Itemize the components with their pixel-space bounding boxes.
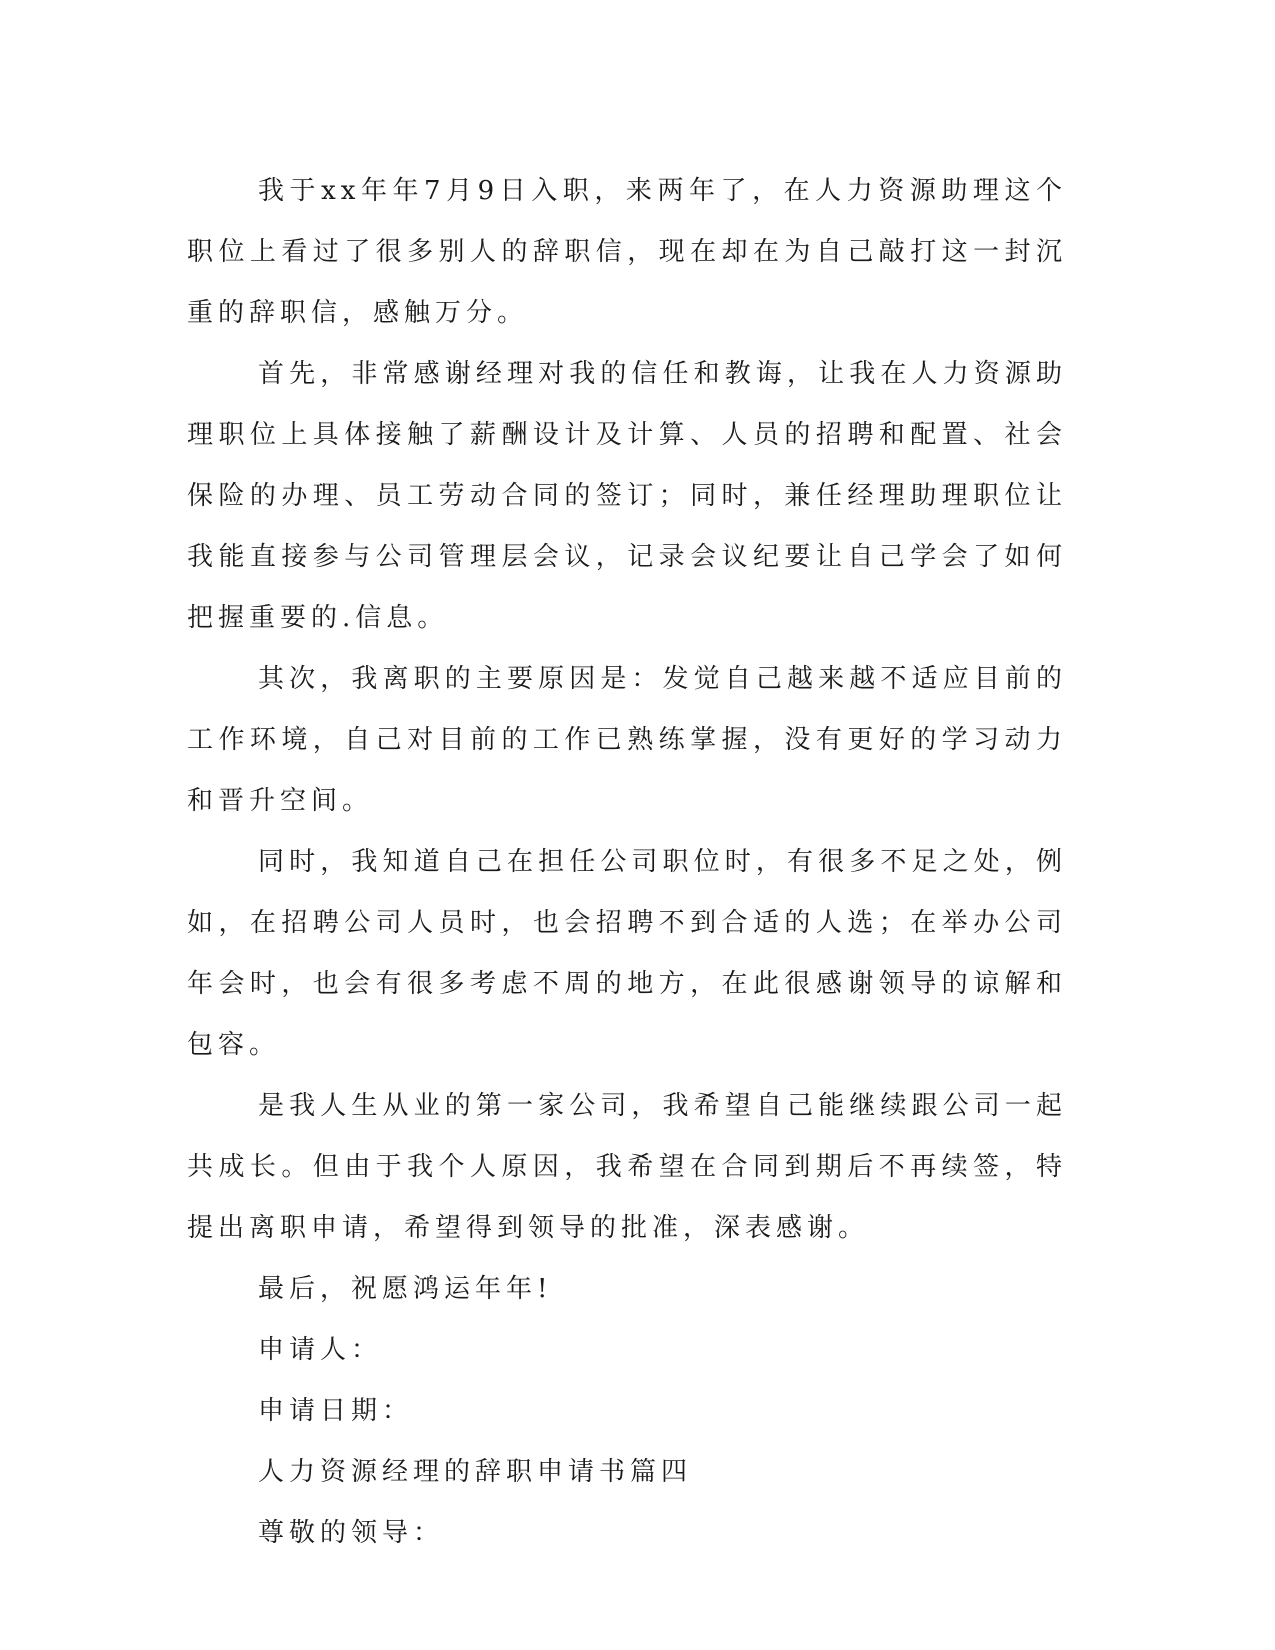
paragraph-reason: 其次，我离职的主要原因是：发觉自己越来越不适应目前的工作环境，自己对目前的工作已熟练掌握，没有更好的学习动力和晋升空间。 (187, 664, 1067, 816)
application-date-label: 申请日期： (258, 1396, 414, 1426)
salutation: 尊敬的领导： (258, 1518, 445, 1548)
paragraph-gratitude: 首先，非常感谢经理对我的信任和教诲，让我在人力资源助理职位上具体接触了薪酬设计及计算、人员的招聘和配置、社会保险的办理、员工劳动合同的签订；同时，兼任经理助理职位让我能直接参与公司管理层会议，记录会议纪要让自己学会了如何把握重要的.信息。 (187, 359, 1067, 633)
paragraph-shortcomings: 同时，我知道自己在担任公司职位时，有很多不足之处，例如，在招聘公司人员时，也会招聘不到合适的人选；在举办公司年会时，也会有很多考虑不周的地方，在此很感谢领导的谅解和包容。 (187, 847, 1067, 1060)
document-body (187, 161, 1067, 1564)
section-title: 人力资源经理的辞职申请书篇四 (258, 1457, 693, 1487)
paragraph-request: 是我人生从业的第一家公司，我希望自己能继续跟公司一起共成长。但由于我个人原因，我希望在合同到期后不再续签，特提出离职申请，希望得到领导的批准，深表感谢。 (187, 1091, 1067, 1243)
paragraph-onboarding: 我于xx年年7月9日入职，来两年了，在人力资源助理这个职位上看过了很多别人的辞职信，现在却在为自己敲打这一封沉重的辞职信，感触万分。 (187, 176, 1067, 328)
applicant-label: 申请人： (258, 1335, 383, 1365)
closing-wish: 最后，祝愿鸿运年年! (258, 1274, 553, 1304)
